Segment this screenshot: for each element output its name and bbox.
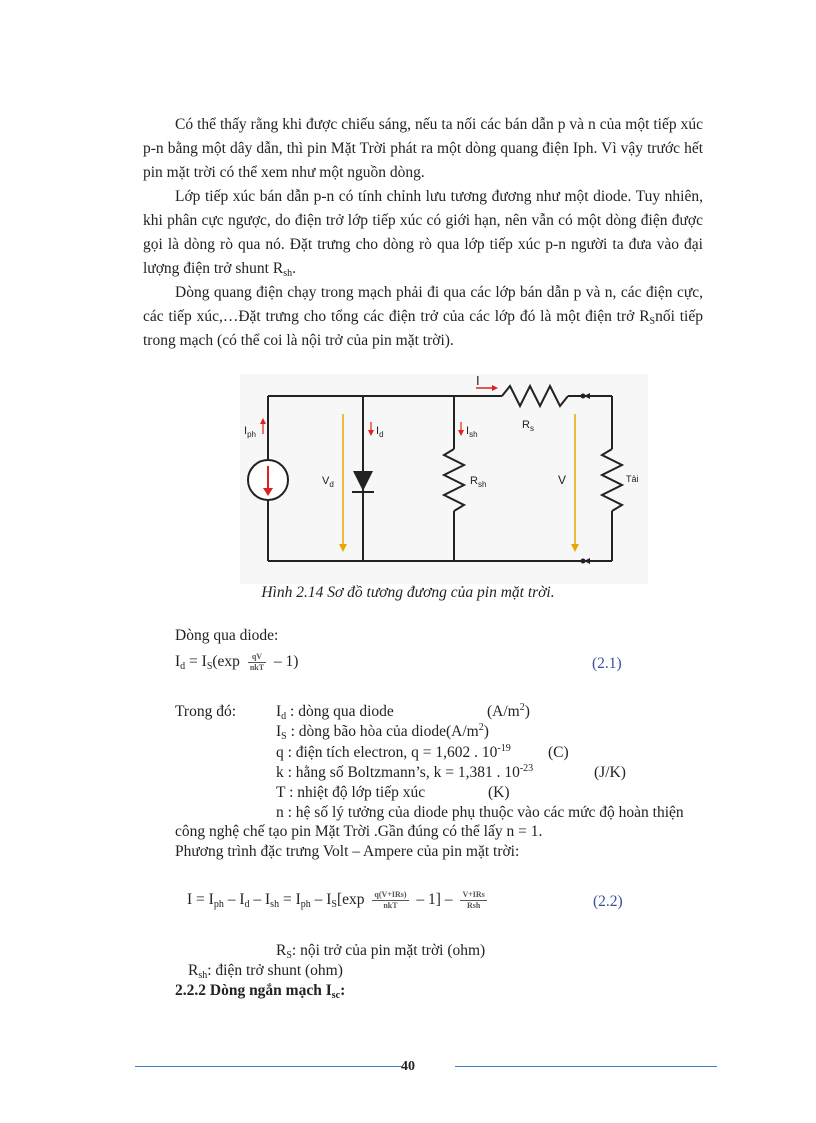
def-q: q : điện tích electron, q = 1,602 . $10^{-19}$ (276, 743, 511, 761)
def-id: $I_d$ : dòng qua diode (276, 703, 394, 722)
def-rsh: $R_{sh}$: điện trở shunt (ohm) (188, 962, 343, 981)
diode-intro: Dòng qua diode: (175, 627, 279, 644)
label-rsh: $R_{sh}$ (470, 475, 487, 489)
def-n: n : hệ số lý tưởng của diode phụ thuộc vào các mức độ hoàn thiện (276, 804, 684, 821)
label-load: Tải (626, 474, 639, 484)
def-rs: $R_S$: nội trở của pin mặt trời (ohm) (276, 942, 486, 961)
circuit-diagram (240, 374, 648, 584)
label-i: I (476, 374, 480, 388)
label-iph: $I_{ph}$ (244, 425, 256, 439)
where-label: Trong đó: (175, 703, 237, 720)
equation-2-1: $I_d = I_S(\exp$ $\frac{qV}{\text{nkT}}$ – 1) (175, 652, 299, 673)
label-id: $I_d$ (376, 425, 384, 439)
equation-number-2-2: (2.2) (593, 893, 623, 910)
figure-caption: Hình 2.14 Sơ đồ tương đương của pin mặt trời. (261, 584, 555, 601)
def-k: k : hằng số Boltzmann’s, k = 1,381 . $10^{-23}$ (276, 763, 534, 781)
def-id-unit: $(A/m^2)$ (487, 702, 530, 720)
label-ish: $I_{sh}$ (466, 425, 478, 439)
def-n-continued: công nghệ chế tạo pin Mặt Trời .Gần đúng có thể lấy n = 1. (175, 823, 543, 840)
volt-ampere-intro: Phương trình đặc trưng Volt – Ampere của pin mặt trời: (175, 843, 520, 860)
equation-2-2: $I = I_{ph} - I_d - I_{sh} = I_{ph} - I_S[\exp$ $\frac{\text{q(V+IRs)}}{\text{nkT}}$ – 1] – $\frac{\text{V+IRs}}{\text{Rsh}}$ (187, 890, 485, 911)
label-vd: $V_d$ (322, 475, 334, 489)
paragraph-3: Dòng quang điện chạy trong mạch phải đi qua các lớp bán dẫn p và n, các điện cực, các tiếp xúc,…Đặt trưng cho tổng các điện trở của các lớp đó là một điện trở $R_Snối$ tiếp trong mạch (có thể coi là nội trở của pin mặt trời). (143, 284, 703, 349)
diagram-background (240, 374, 648, 584)
def-t-unit: (K) (488, 784, 510, 801)
def-q-unit: (C) (548, 744, 569, 761)
fraction-exp: $\frac{\text{q(V+IRs)}}{\text{nkT}}$ (374, 890, 407, 910)
paragraph-1: Có thể thấy rằng khi được chiếu sáng, nếu ta nối các bán dẫn p và n của một tiếp xúc p-n bằng một dây dẫn, thì pin Mặt Trời phát ra một dòng quang điện Iph. Vì vậy trước hết pin mặt trời có thể xem như một nguồn dòng. (143, 116, 703, 181)
body-text (143, 113, 703, 353)
paragraph-2: Lớp tiếp xúc bán dẫn p-n có tính chỉnh lưu tương đương như một diode. Tuy nhiên, khi phân cực ngược, do điện trở lớp tiếp xúc có giới hạn, nên vẫn có một dòng điện được gọi là dòng rò qua nó. Đặt trưng cho dòng rò qua lớp tiếp xúc p-n người ta đưa vào đại lượng điện trở shunt $R_{sh}$. (143, 188, 703, 279)
equation-number-2-1: (2.1) (592, 655, 622, 672)
fraction-qv-nkt: $\frac{qV}{\text{nkT}}$ (249, 652, 265, 672)
section-heading: 2.2.2 Dòng ngắn mạch $I_{sc}$: (175, 982, 346, 1001)
def-k-unit: (J/K) (594, 764, 626, 781)
def-t: T : nhiệt độ lớp tiếp xúc (276, 784, 426, 801)
page-number: 40 (401, 1059, 415, 1074)
def-is: $I_S$ : dòng bão hòa của $diode(A/m^2)$ (276, 722, 489, 742)
label-rs: $R_s$ (522, 419, 534, 433)
fraction-shunt: $\frac{\text{V+IRs}}{\text{Rsh}}$ (462, 890, 485, 910)
label-v: V (558, 473, 567, 487)
